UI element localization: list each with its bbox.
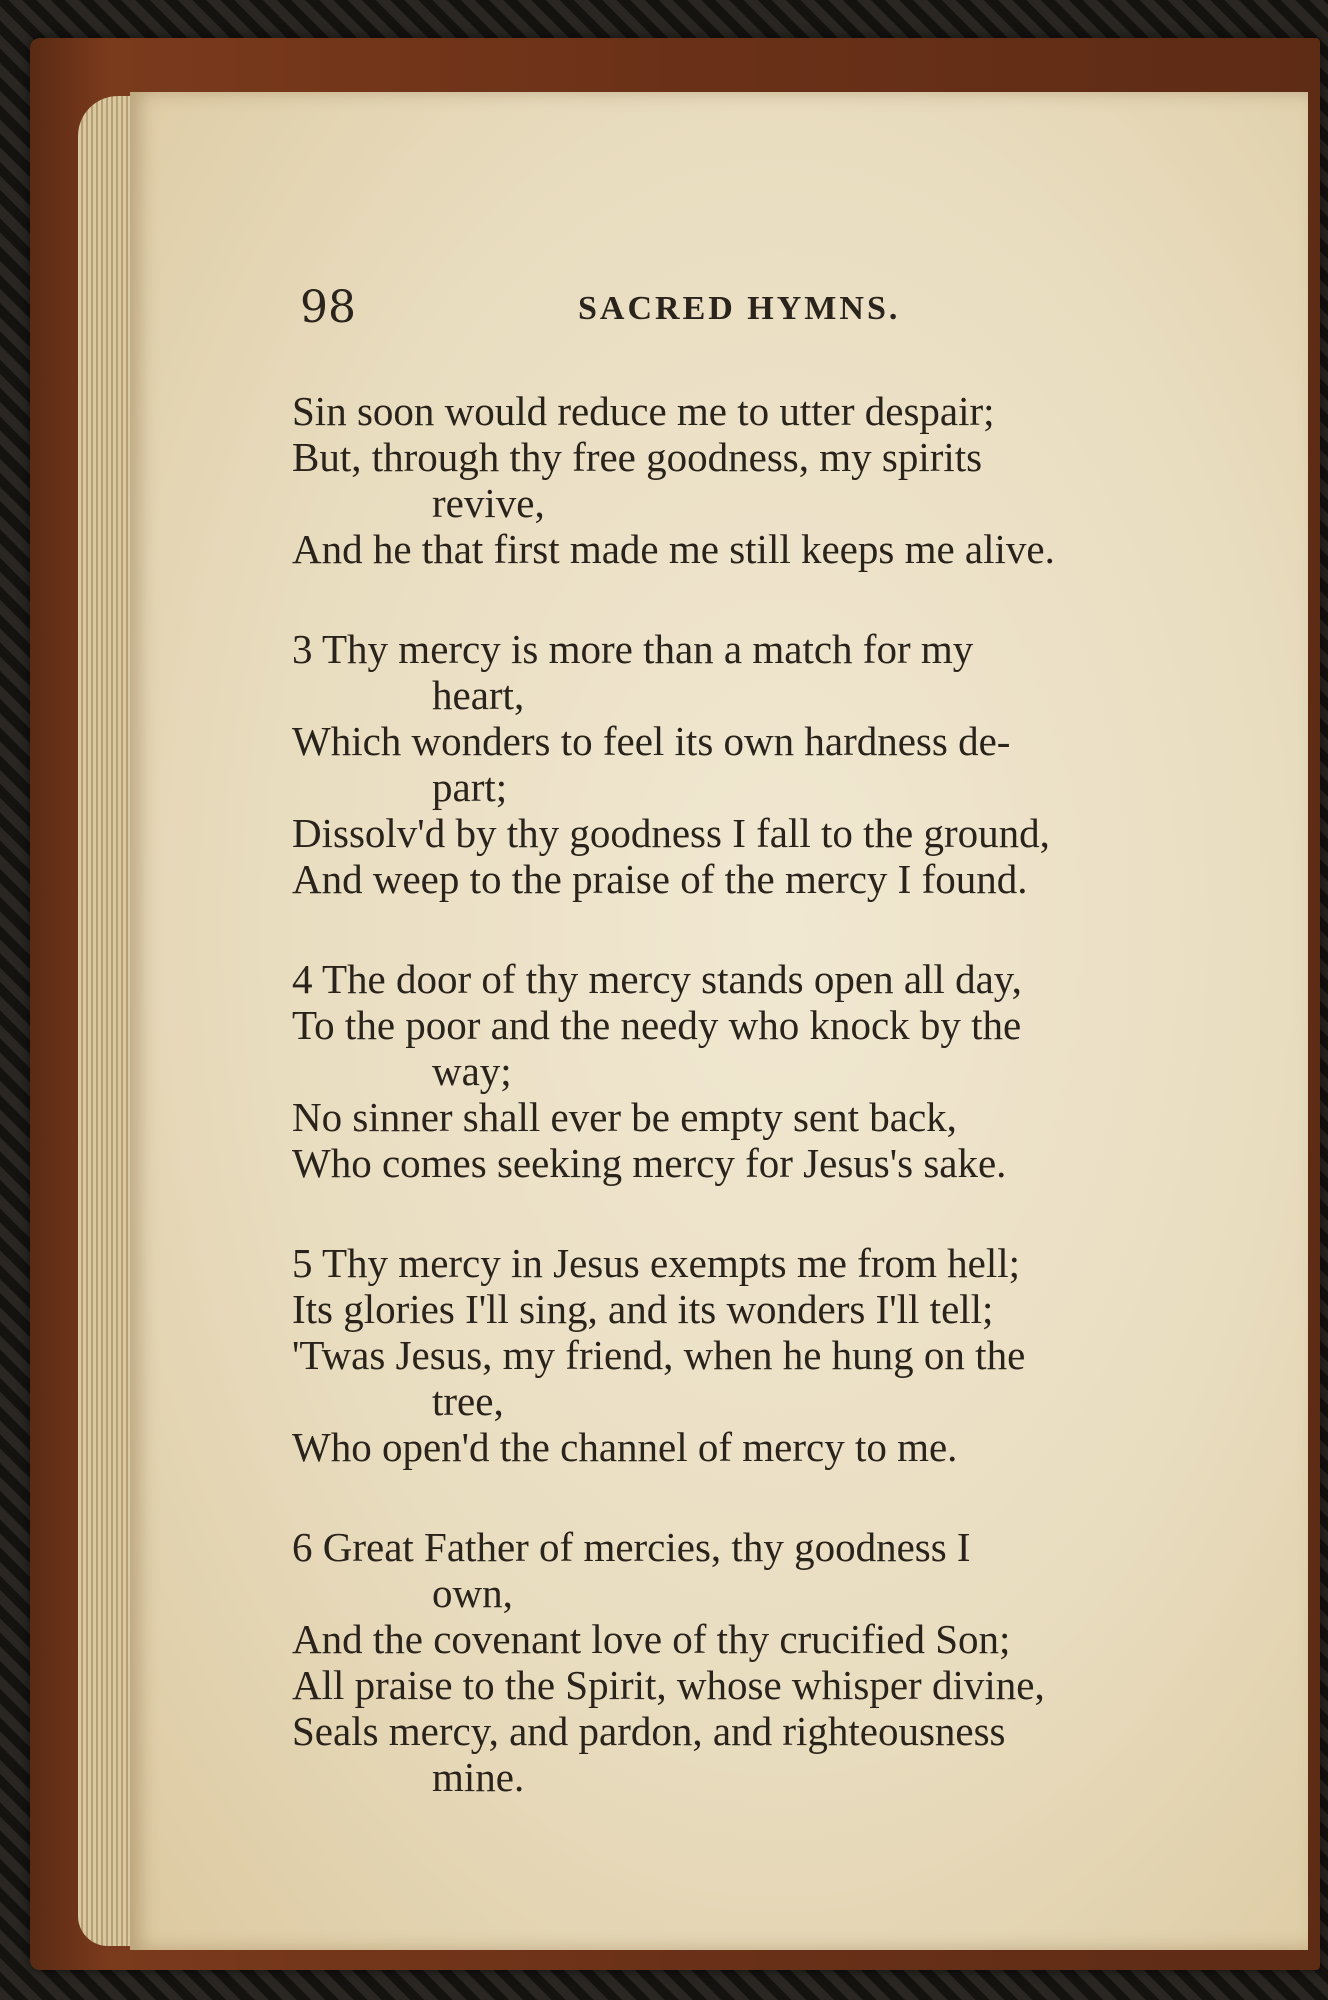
verse-line: And weep to the praise of the mercy I found. <box>292 856 1028 902</box>
verse-line: And he that first made me still keeps me alive. <box>292 526 1055 572</box>
verse-line: Sin soon would reduce me to utter despair; <box>292 388 995 434</box>
verse-line: Dissolv'd by thy goodness I fall to the ground, <box>292 810 1050 856</box>
verse-line: No sinner shall ever be empty sent back, <box>292 1094 957 1140</box>
stanza <box>292 388 1252 572</box>
verse-line-turnover: revive, <box>432 480 545 526</box>
hymn-text <box>292 388 1252 1854</box>
verse-line: Which wonders to feel its own hardness de- <box>292 718 1011 764</box>
verse-line: Who comes seeking mercy for Jesus's sake. <box>292 1140 1007 1186</box>
verse-line: But, through thy free goodness, my spirits <box>292 434 983 480</box>
verse-line: 6 Great Father of mercies, thy goodness I <box>292 1524 971 1570</box>
verse-line: Its glories I'll sing, and its wonders I'll tell; <box>292 1286 994 1332</box>
verse-line: 'Twas Jesus, my friend, when he hung on the <box>292 1332 1026 1378</box>
stanza <box>292 1240 1252 1470</box>
running-title: SACRED HYMNS. <box>578 290 901 327</box>
verse-line: Seals mercy, and pardon, and righteousness <box>292 1708 1006 1754</box>
stanza <box>292 626 1252 902</box>
verse-line: And the covenant love of thy crucified Son; <box>292 1616 1011 1662</box>
page-header <box>300 282 1020 342</box>
verse-line-turnover: heart, <box>432 672 525 718</box>
verse-line: Who open'd the channel of mercy to me. <box>292 1424 958 1470</box>
verse-line: 5 Thy mercy in Jesus exempts me from hell; <box>292 1240 1020 1286</box>
page-number: 98 <box>300 282 356 333</box>
verse-line: 4 The door of thy mercy stands open all day, <box>292 956 1022 1002</box>
verse-line-turnover: part; <box>432 764 508 810</box>
verse-line-turnover: way; <box>432 1048 512 1094</box>
verse-line-turnover: own, <box>432 1570 513 1616</box>
stanza <box>292 956 1252 1186</box>
stanza <box>292 1524 1252 1800</box>
verse-line: To the poor and the needy who knock by the <box>292 1002 1022 1048</box>
verse-line: All praise to the Spirit, whose whisper divine, <box>292 1662 1045 1708</box>
verse-line-turnover: mine. <box>432 1754 525 1800</box>
verse-line: 3 Thy mercy is more than a match for my <box>292 626 974 672</box>
verse-line-turnover: tree, <box>432 1378 504 1424</box>
